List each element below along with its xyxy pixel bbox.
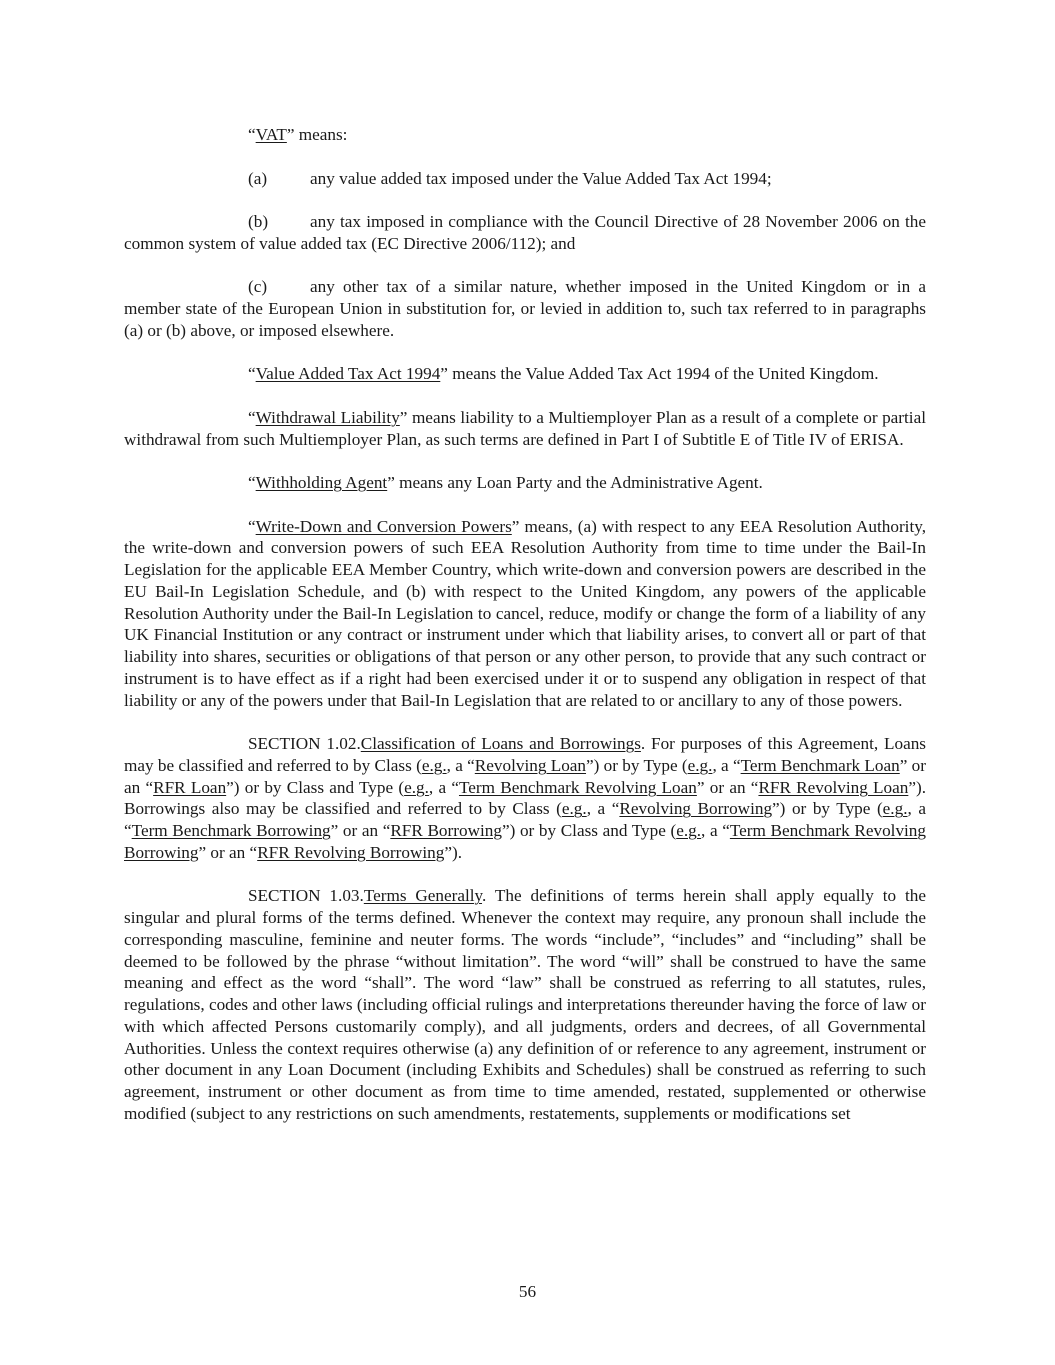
text-run: ” or an “ bbox=[124, 755, 926, 797]
section-1-03 bbox=[124, 885, 926, 1124]
section-number: SECTION 1.03. bbox=[248, 886, 364, 906]
definition-withdrawal-liability: “Withdrawal Liability” means liability to a Multiemployer Plan as a result of a complete or partial withdrawal from such Multiemployer Plan, as such terms are defined in Part I of Subtitle E of Title IV of ERISA. bbox=[124, 407, 926, 449]
page-number: 56 bbox=[518, 1282, 537, 1301]
text-run: , a “ bbox=[586, 799, 620, 819]
section-title: Classification of Loans and Borrowings bbox=[360, 734, 641, 753]
text-run: ”) or by Type ( bbox=[586, 755, 688, 775]
item-label: (a) bbox=[248, 168, 268, 188]
definition-value-added-tax-act: “Value Added Tax Act 1994” means the Value Added Tax Act 1994 of the United Kingdom. bbox=[248, 364, 879, 384]
definition-text: ” means liability to a Multiemployer Plan as a result of a complete or partial withdrawal from such Multiemployer Plan, as such terms are defined in Part I of Subtitle E of Title IV of ERISA. bbox=[124, 407, 926, 449]
item-text: any value added tax imposed under the Value Added Tax Act 1994; bbox=[310, 168, 772, 188]
underlined-term: e.g. bbox=[404, 777, 429, 797]
text-run: ”) or by Type ( bbox=[772, 799, 883, 819]
item-label: (b) bbox=[248, 212, 269, 231]
section-title: Terms Generally bbox=[363, 886, 483, 906]
definition-text: ” means any Loan Party and the Administrative Agent. bbox=[387, 473, 763, 492]
text-run: ”) or by Class and Type ( bbox=[501, 821, 677, 840]
underlined-term: e.g. bbox=[421, 755, 447, 775]
section-1-02 bbox=[124, 733, 926, 864]
vat-item-b bbox=[124, 211, 926, 255]
defined-term: Value Added Tax Act 1994 bbox=[255, 364, 441, 384]
text-run: ”). bbox=[444, 842, 463, 862]
text-run: ”) or by Class and Type ( bbox=[226, 777, 405, 797]
text-run: ” or an “ bbox=[330, 821, 391, 840]
vat-item-a bbox=[124, 168, 926, 190]
text-run: , a “ bbox=[124, 799, 926, 840]
text-run: ” or an “ bbox=[198, 842, 258, 862]
underlined-term: Term Benchmark Revolving Loan bbox=[458, 777, 697, 797]
text-run: , a “ bbox=[701, 821, 730, 840]
underlined-term: RFR Loan bbox=[153, 777, 227, 797]
text-run: , a “ bbox=[712, 755, 741, 775]
section-body: . The definitions of terms herein shall apply equally to the singular and plural forms of the terms defined. Whenever the context may require, any pronoun shall include the corresponding masculine, feminine and neuter forms. The words “include”, “includes” and “including” shall be deemed to be followed by the phrase “without limitation”. The word “will” shall be construed to have the same meaning and effect as the word “shall”. The word “law” shall be construed as referring to all statutes, rules, regulations, codes and other laws (including official rulings and interpretations thereunder having the force of law or with which affected Persons customarily comply), and all judgments, orders and decrees, of all Governmental Authorities. Unless the context requires otherwise (a) any definition of or reference to any agreement, instrument or other document in any Loan Document (including Exhibits and Schedules) shall be construed as referring to such agreement, instrument or other document as from time to time amended, restated, supplemented or otherwise modified (subject to any restrictions on such amendments, restatements, supplements or modifications set bbox=[124, 886, 926, 1123]
document-page bbox=[124, 124, 926, 1146]
underlined-term: RFR Revolving Borrowing bbox=[257, 842, 445, 862]
definition-write-down-powers: “Write-Down and Conversion Powers” means, (a) with respect to any EEA Resolution Authority, the write-down and conversion powers of such EEA Resolution Authority from time to time under the Bail-In Legislation for the applicable EEA Member Country, which write-down and conversion powers are described in the EU Bail-In Legislation Schedule, and (b) with respect to the United Kingdom, any powers of the applicable Resolution Authority under the Bail-In Legislation to cancel, reduce, modify or change the form of a liability of any UK Financial Institution or any contract or instrument under which that liability arises, to convert all or part of that liability into shares, securities or obligations of that person or any other person, to provide that any such contract or instrument is to have effect as if a right had been exercised under it or to suspend any obligation in respect of that liability or any of the powers under that Bail-In Legislation that are related to or ancillary to any of those powers. bbox=[124, 516, 926, 710]
section-body bbox=[124, 734, 926, 862]
definition-withholding-agent: “Withholding Agent” means any Loan Party and the Administrative Agent. bbox=[248, 473, 763, 492]
definition-vat: “VAT” means: bbox=[248, 125, 348, 144]
text-run: , a “ bbox=[446, 755, 475, 775]
underlined-term: Revolving Loan bbox=[474, 755, 587, 775]
underlined-term: e.g. bbox=[882, 799, 908, 819]
defined-term: Withdrawal Liability bbox=[255, 407, 400, 427]
section-number: SECTION 1.02. bbox=[248, 734, 361, 753]
definition-text: ” means, (a) with respect to any EEA Resolution Authority, the write-down and conversion powers of such EEA Resolution Authority from time to time under the Bail-In Legislation for the applicable EEA Member Country, which write-down and conversion powers are described in the EU Bail-In Legislation Schedule, and (b) with respect to the United Kingdom, any powers of the applicable Resolution Authority under the Bail-In Legislation to cancel, reduce, modify or change the form of a liability of any UK Financial Institution or any contract or instrument under which that liability arises, to convert all or part of that liability into shares, securities or obligations of that person or any other person, to provide that any such contract or instrument is to have effect as if a right had been exercised under it or to suspend any obligation in respect of that liability or any of the powers under that Bail-In Legislation that are related to or ancillary to any of those powers. bbox=[124, 516, 926, 710]
vat-item-c bbox=[124, 276, 926, 341]
underlined-term: Term Benchmark Loan bbox=[740, 755, 900, 775]
text-run: . For purposes of this Agreement, Loans may be classified and referred to by Class ( bbox=[124, 734, 926, 775]
underlined-term: Term Benchmark Borrowing bbox=[131, 821, 331, 840]
item-text: any other tax of a similar nature, whether imposed in the United Kingdom or in a member state of the European Union in substitution for, or levied in addition to, such tax referred to in paragraphs (a) or (b) above, or imposed elsewhere. bbox=[124, 277, 926, 340]
text-run: ”). Borrowings also may be classified and referred to by Class ( bbox=[124, 777, 926, 819]
item-label: (c) bbox=[248, 277, 268, 297]
defined-term: VAT bbox=[255, 125, 287, 144]
text-run: ” or an “ bbox=[696, 777, 759, 797]
underlined-term: RFR Revolving Loan bbox=[758, 777, 909, 797]
defined-term: Withholding Agent bbox=[255, 473, 388, 492]
underlined-term: Term Benchmark Revolving Borrowing bbox=[124, 821, 926, 862]
underlined-term: Revolving Borrowing bbox=[619, 799, 773, 819]
definition-text: ” means: bbox=[286, 125, 348, 144]
item-text: any tax imposed in compliance with the Council Directive of 28 November 2006 on the common system of value added tax (EC Directive 2006/112); and bbox=[124, 212, 926, 253]
underlined-term: e.g. bbox=[676, 821, 702, 840]
definition-text: ” means the Value Added Tax Act 1994 of the United Kingdom. bbox=[440, 364, 879, 384]
underlined-term: RFR Borrowing bbox=[390, 821, 502, 840]
underlined-term: e.g. bbox=[687, 755, 713, 775]
underlined-term: e.g. bbox=[561, 799, 587, 819]
text-run: , a “ bbox=[428, 777, 459, 797]
defined-term: Write-Down and Conversion Powers bbox=[255, 516, 512, 536]
